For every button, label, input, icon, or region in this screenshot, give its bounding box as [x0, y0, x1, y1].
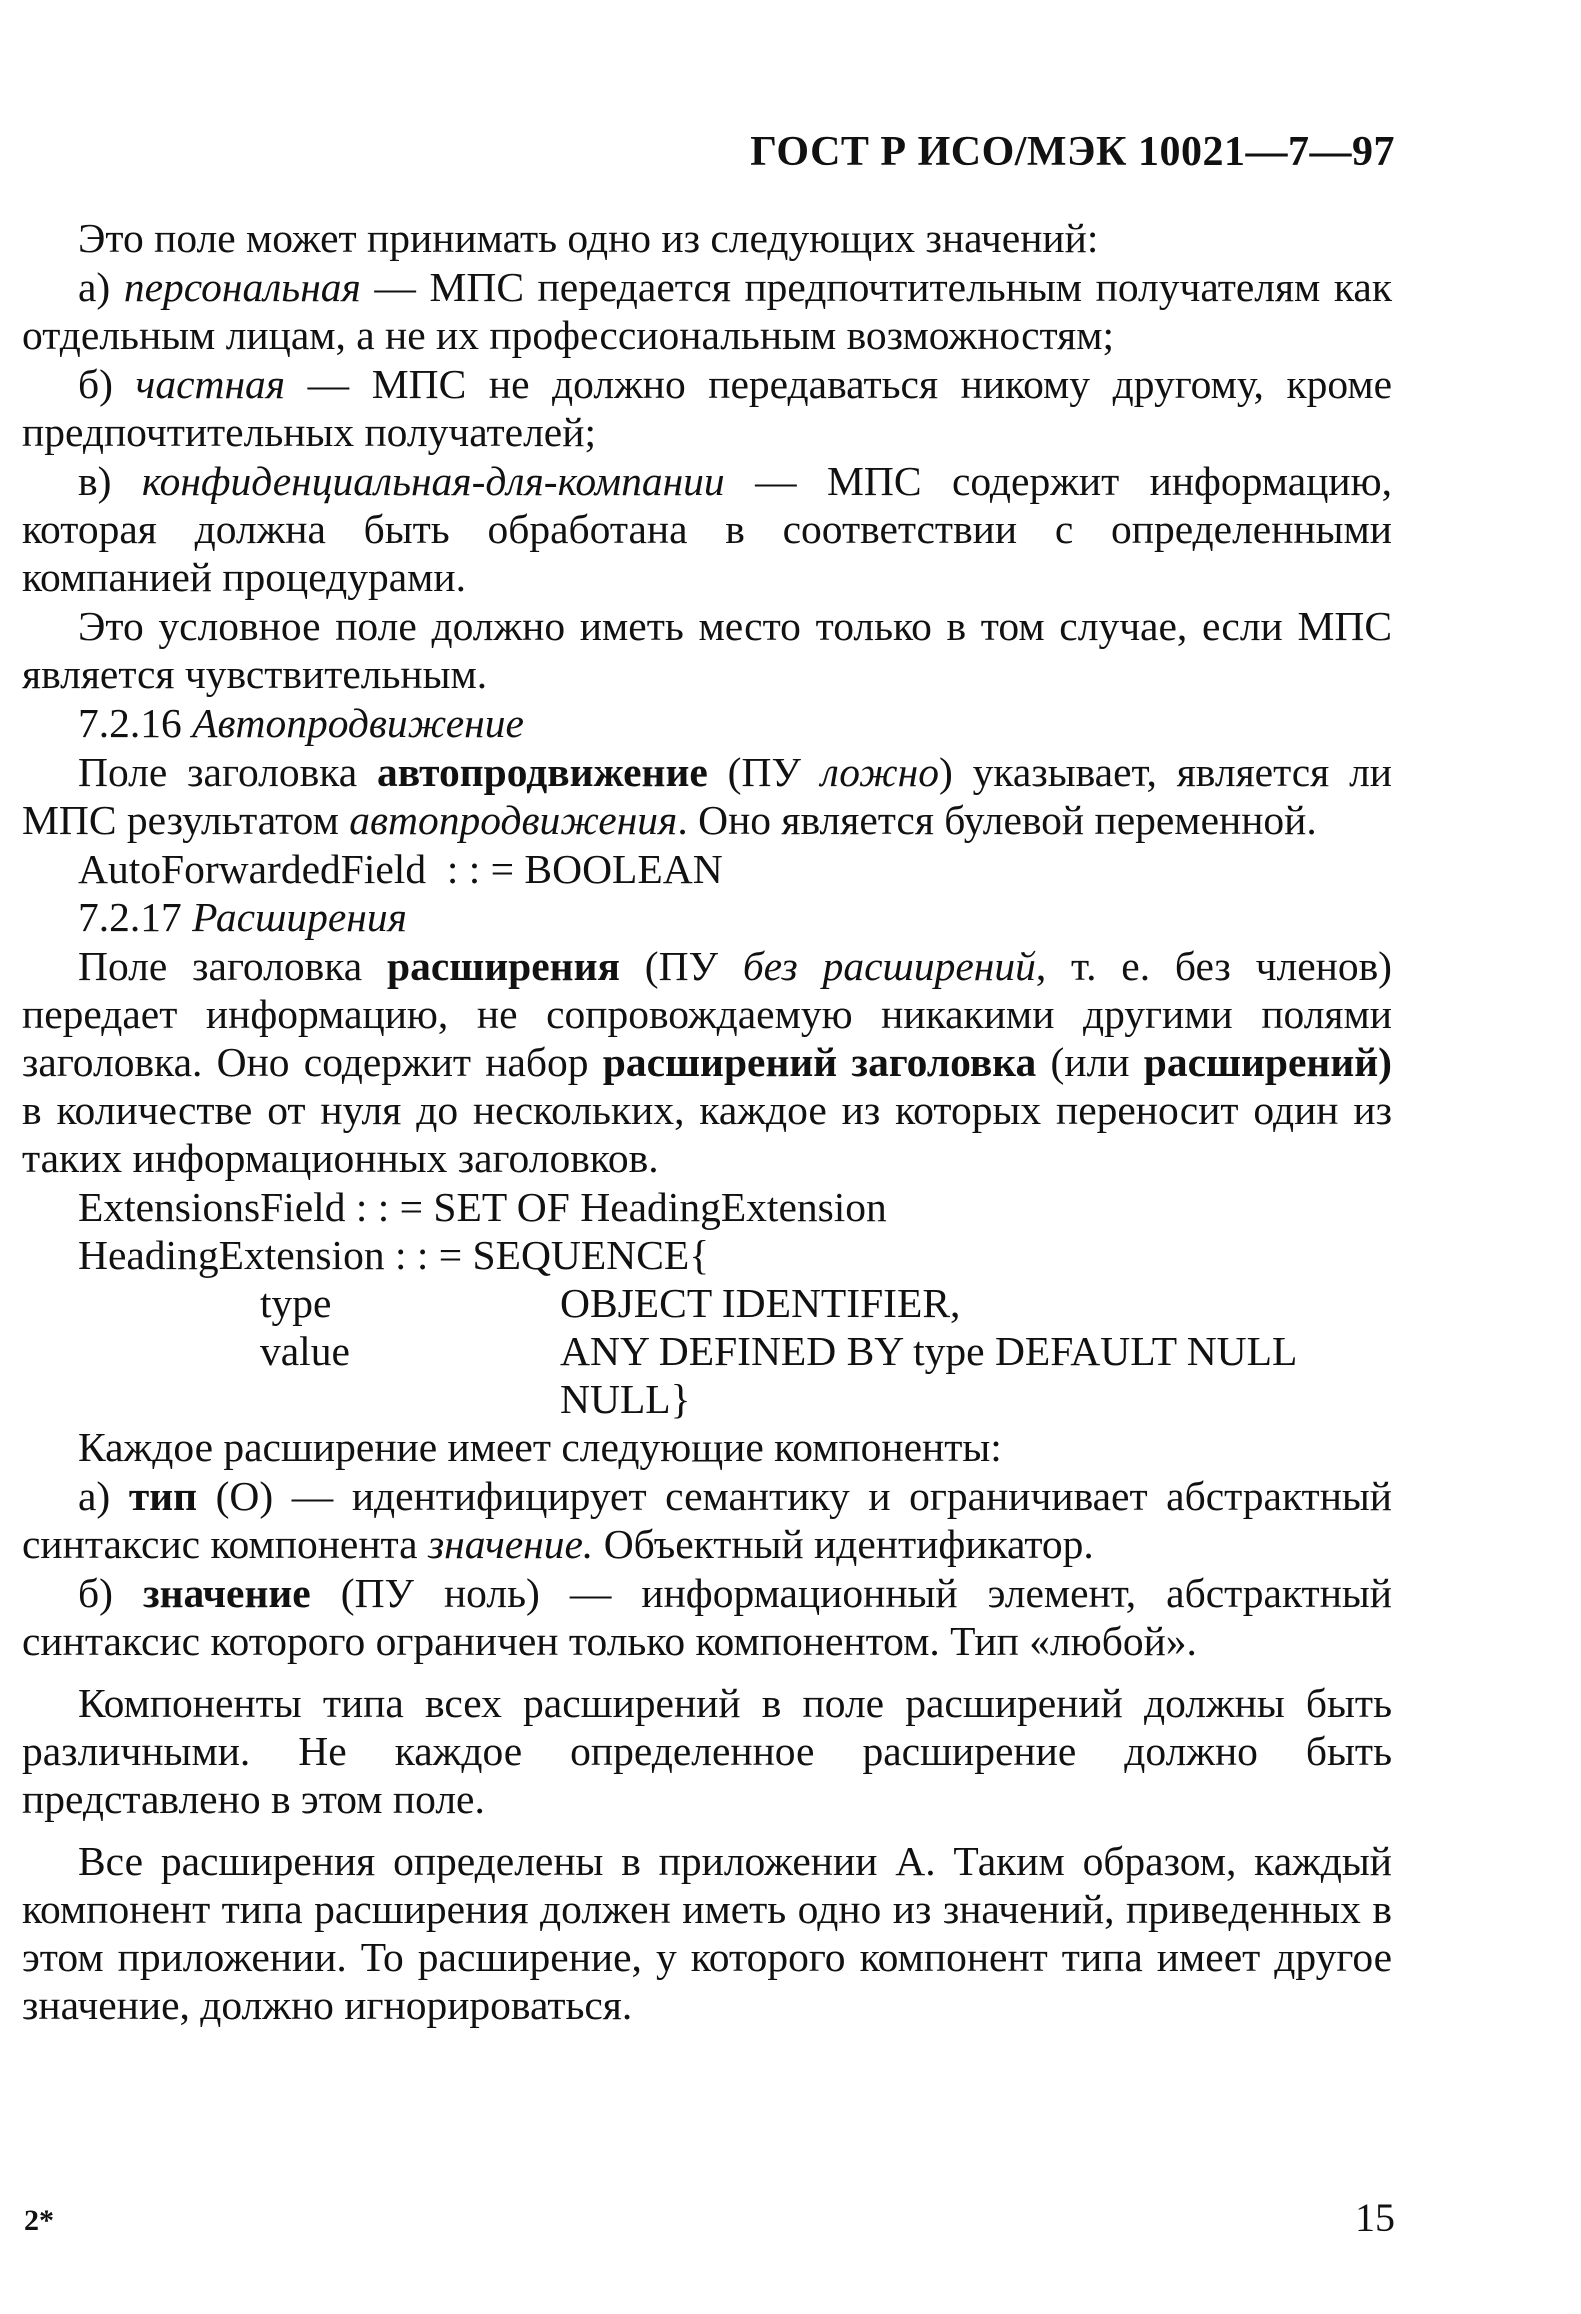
list-marker: б) [78, 361, 136, 407]
section-title: Автопродвижение [192, 700, 524, 746]
text-run: (или [1036, 1039, 1144, 1085]
sequence-field-name: value [260, 1328, 350, 1374]
page-number: 15 [1355, 2195, 1395, 2240]
condition-paragraph: Это условное поле должно иметь место только в том случае, если МПС является чувствительным. [22, 603, 1392, 697]
bold-term: расширения [386, 943, 620, 989]
sequence-field-name: type [260, 1280, 332, 1326]
list-marker: в) [78, 458, 142, 504]
bold-term: автопродвижение [377, 749, 708, 795]
text-run: (ПУ ноль) — информационный элемент, абстрактный синтаксис которого ограничен только компонентом. Тип «любой». [22, 1570, 1392, 1664]
sequence-field-type: ANY DEFINED BY type DEFAULT NULL [560, 1328, 1298, 1374]
italic-term: ложно [820, 749, 939, 795]
section-number: 7.2.16 [78, 700, 193, 746]
section-heading-7-2-16 [22, 699, 1392, 747]
list-item-b [22, 360, 1392, 456]
bold-term: расширений заголовка [602, 1039, 1037, 1085]
text-run: Объектный идентификатор. [593, 1521, 1094, 1567]
list-marker: а) [78, 1473, 129, 1519]
list-text: — МПС передается предпочтительным получателям как отдельным лицам, а не их профессиональным возможностям; [22, 264, 1392, 358]
text-run: в количестве от нуля до нескольких, каждое из которых переносит один из таких информационных заголовков. [22, 1087, 1392, 1181]
text-run: . Оно является булевой переменной. [677, 797, 1317, 843]
sequence-row-close [22, 1375, 1392, 1423]
component-item-b [22, 1569, 1392, 1665]
list-term: конфиденциальная-для-компании [141, 458, 725, 504]
italic-term: автопродвижения [349, 797, 678, 843]
text-run: Поле заголовка [78, 943, 387, 989]
text-run: (О) — идентифицирует семантику и ограничивает абстрактный синтаксис компонента [22, 1473, 1392, 1567]
signature-mark: 2* [24, 2204, 54, 2237]
component-item-a [22, 1472, 1392, 1568]
sequence-closing: NULL} [560, 1376, 691, 1422]
list-item-c [22, 457, 1392, 601]
italic-term: значение. [427, 1521, 594, 1567]
extensions-field-definition: ExtensionsField : : = SET OF HeadingExtension [78, 1184, 887, 1230]
text-run: ) указывает, является ли МПС результатом [22, 749, 1392, 843]
sequence-row-type [22, 1279, 1392, 1327]
text-run: Поле заголовка [78, 749, 378, 795]
sequence-field-type: OBJECT IDENTIFIER, [560, 1280, 961, 1326]
annex-paragraph: Все расширения определены в приложении А. Таким образом, каждый компонент типа расширения должен иметь одно из значений, приведенных в этом приложении. То расширение, у которого компонент типа имеет другое значение, должно игнорироваться. [22, 1838, 1392, 2028]
text-run: (ПУ [707, 749, 821, 795]
list-term: частная [135, 361, 286, 407]
uniqueness-paragraph: Компоненты типа всех расширений в поле расширений должны быть различными. Не каждое определенное расширение должно быть представлено в этом поле. [22, 1680, 1392, 1822]
extensions-paragraph [22, 942, 1392, 1182]
text-run: (ПУ [619, 943, 743, 989]
list-marker: а) [78, 264, 124, 310]
autoforward-definition: AutoForwardedField : : = BOOLEAN [78, 846, 723, 892]
section-number: 7.2.17 [78, 894, 193, 940]
list-text: — МПС не должно передаваться никому другому, кроме предпочтительных получателей; [22, 361, 1392, 455]
list-marker: б) [78, 1570, 143, 1616]
list-term: персональная [123, 264, 361, 310]
intro-paragraph: Это поле может принимать одно из следующих значений: [78, 215, 1099, 261]
list-item-a [22, 263, 1392, 359]
standard-header: ГОСТ Р ИСО/МЭК 10021—7—97 [750, 129, 1395, 175]
autoforward-paragraph [22, 748, 1392, 844]
bold-term: расширений) [1143, 1039, 1392, 1085]
page-body [22, 214, 1392, 2030]
list-text: — МПС содержит информацию, которая должна быть обработана в соответствии с определенными компанией процедурами. [22, 458, 1393, 600]
bold-term: тип [128, 1473, 198, 1519]
section-heading-7-2-17 [22, 893, 1392, 941]
section-title: Расширения [192, 894, 407, 940]
bold-term: значение [142, 1570, 311, 1616]
sequence-row-value [22, 1327, 1392, 1375]
heading-extension-definition: HeadingExtension : : = SEQUENCE{ [78, 1232, 710, 1278]
italic-term: без расширений [742, 943, 1036, 989]
components-intro: Каждое расширение имеет следующие компоненты: [78, 1424, 1002, 1470]
text-run: , т. е. без членов) передает информацию, не сопровождаемую никакими другими полями заголовка. Оно содержит набор [22, 943, 1392, 1085]
